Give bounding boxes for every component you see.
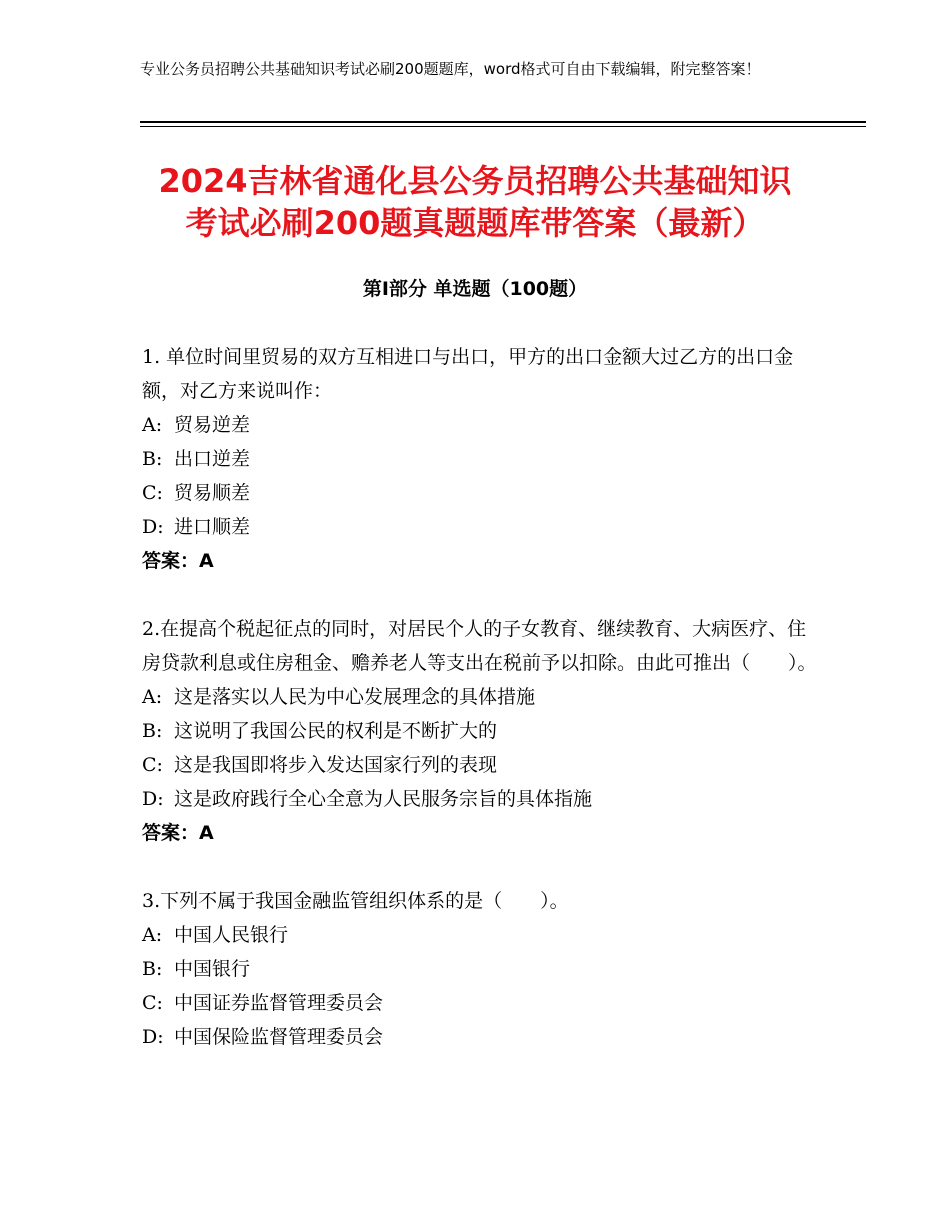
option-letter: A: bbox=[142, 414, 163, 436]
header-divider-thick bbox=[140, 121, 866, 123]
question-2 bbox=[142, 612, 822, 850]
option-a bbox=[142, 918, 822, 952]
option-text: 中国证券监督管理委员会 bbox=[174, 992, 384, 1014]
option-b bbox=[142, 714, 822, 748]
question-3 bbox=[142, 884, 822, 1054]
option-c bbox=[142, 476, 822, 510]
option-d bbox=[142, 510, 822, 544]
header-note: 专业公务员招聘公共基础知识考试必刷200题题库，word格式可自由下载编辑，附完整答案！ bbox=[140, 60, 761, 78]
option-text: 这是落实以人民为中心发展理念的具体措施 bbox=[174, 686, 536, 708]
option-text: 贸易顺差 bbox=[174, 482, 251, 504]
option-c bbox=[142, 748, 822, 782]
question-stem: 1. 单位时间里贸易的双方互相进口与出口，甲方的出口金额大过乙方的出口金额，对乙方来说叫作： bbox=[142, 346, 794, 402]
option-letter: B: bbox=[142, 958, 163, 980]
option-letter: A: bbox=[142, 924, 163, 946]
option-letter: D: bbox=[142, 516, 164, 538]
option-text: 这是政府践行全心全意为人民服务宗旨的具体指施 bbox=[174, 788, 593, 810]
question-1 bbox=[142, 340, 822, 578]
document-title bbox=[110, 160, 840, 244]
option-letter: C: bbox=[142, 482, 163, 504]
answer-line: 答案：A bbox=[142, 550, 214, 572]
option-letter: D: bbox=[142, 788, 164, 810]
option-text: 中国保险监督管理委员会 bbox=[174, 1026, 384, 1048]
question-stem: 3.下列不属于我国金融监管组织体系的是（ ）。 bbox=[142, 890, 569, 912]
option-text: 出口逆差 bbox=[174, 448, 251, 470]
answer-line: 答案：A bbox=[142, 822, 214, 844]
option-text: 中国人民银行 bbox=[174, 924, 289, 946]
option-letter: C: bbox=[142, 992, 163, 1014]
option-c bbox=[142, 986, 822, 1020]
header-divider-thin bbox=[140, 126, 866, 127]
option-b bbox=[142, 952, 822, 986]
option-letter: B: bbox=[142, 448, 163, 470]
option-letter: A: bbox=[142, 686, 163, 708]
option-letter: B: bbox=[142, 720, 163, 742]
option-a bbox=[142, 408, 822, 442]
option-b bbox=[142, 442, 822, 476]
document-title-line-2: 考试必刷200题真题题库带答案（最新） bbox=[185, 204, 765, 242]
option-text: 这是我国即将步入发达国家行列的表现 bbox=[174, 754, 498, 776]
option-letter: D: bbox=[142, 1026, 164, 1048]
section-heading: 第Ⅰ部分 单选题（100题） bbox=[362, 278, 588, 300]
option-d bbox=[142, 782, 822, 816]
option-text: 中国银行 bbox=[174, 958, 251, 980]
document-title-line-1: 2024吉林省通化县公务员招聘公共基础知识 bbox=[158, 162, 792, 200]
option-d bbox=[142, 1020, 822, 1054]
option-letter: C: bbox=[142, 754, 163, 776]
option-text: 进口顺差 bbox=[174, 516, 251, 538]
option-text: 这说明了我国公民的权利是不断扩大的 bbox=[174, 720, 498, 742]
option-a bbox=[142, 680, 822, 714]
question-stem: 2.在提高个税起征点的同时，对居民个人的子女教育、继续教育、大病医疗、住房贷款利息或住房租金、赡养老人等支出在税前予以扣除。由此可推出（ ）。 bbox=[142, 618, 817, 674]
question-list bbox=[142, 340, 822, 1088]
option-text: 贸易逆差 bbox=[174, 414, 251, 436]
